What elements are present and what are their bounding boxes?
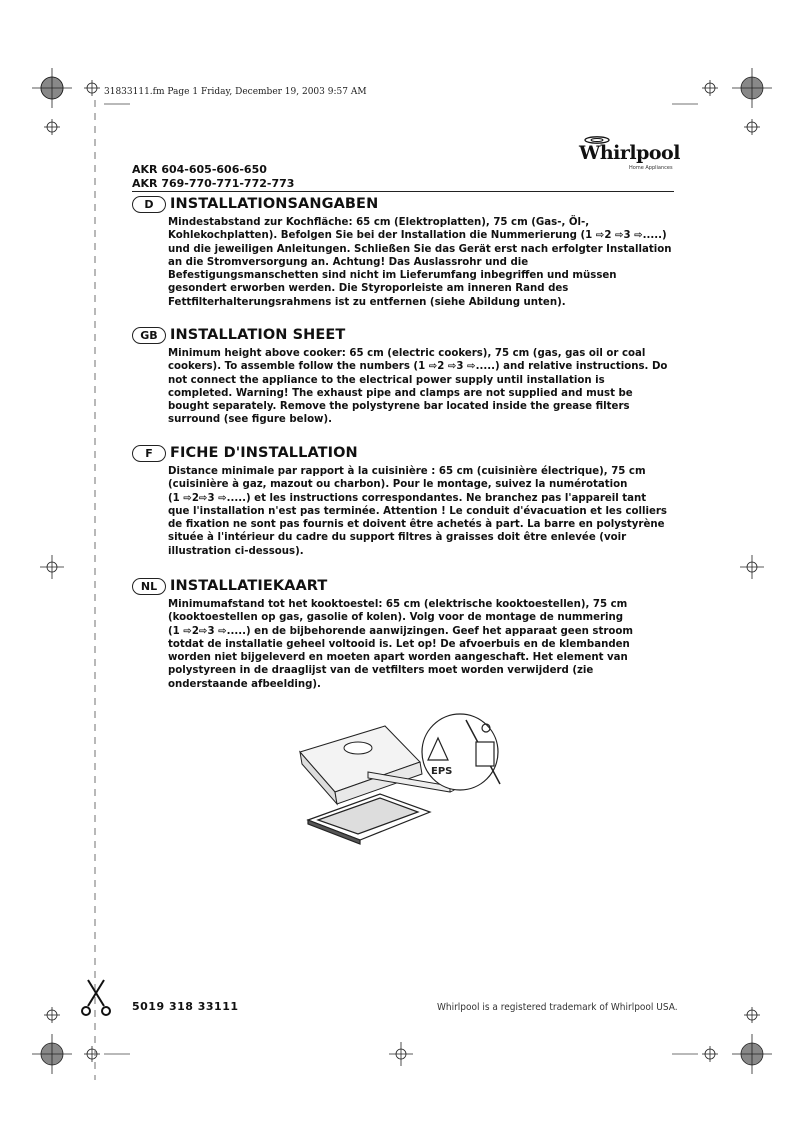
installation-illustration: [290, 712, 510, 852]
registration-mark-bottom-right: [702, 1007, 772, 1074]
registration-mark-mid-right: [740, 555, 764, 579]
scissors-icon: [82, 980, 110, 1015]
registration-mark-top-right: [702, 68, 772, 135]
registration-mark-bottom-center: [389, 1042, 413, 1066]
section-fr: [132, 443, 677, 558]
hood-body: [300, 726, 422, 804]
footer-code: 5019 318 33111: [132, 1000, 239, 1013]
section-title-gb: INSTALLATION SHEET: [170, 327, 346, 343]
registration-mark-bottom-left: [32, 1007, 100, 1074]
logo-brand: Whirlpool: [579, 142, 680, 164]
language-badge-gb: GB: [132, 327, 166, 344]
section-gb: [132, 325, 677, 427]
recycle-icon: [422, 714, 500, 790]
section-body-nl: Minimumafstand tot het kooktoestel: 65 cm (elektrische kooktoestellen), 75 cm (kooktoestellen op gas, gasolie of kolen). Volg voor de montage de nummering (1 ⇨2⇨3 ⇨.....) en de bijbehorende aanwijzingen. Geef het apparaat geen stroom totdat de installatie geheel voltooid is. Let op! De afvoerbuis en de klembanden worden niet bijgeleverd en moeten apart worden aangeschaft. Het element van polystyreen in de draaglijst van de vetfilters moet worden verwijderd (zie onderstaande afbeelding).: [168, 599, 633, 690]
footer-trademark: Whirlpool is a registered trademark of Whirlpool USA.: [437, 1002, 678, 1013]
section-title-de: INSTALLATIONSANGABEN: [170, 196, 379, 212]
language-badge-de: D: [132, 196, 166, 213]
model-line-1: AKR 604-605-606-650: [132, 163, 267, 176]
recycle-label: EPS: [431, 766, 453, 777]
section-title-fr: FICHE D'INSTALLATION: [170, 445, 358, 461]
section-body-de: Mindestabstand zur Kochfläche: 65 cm (Elektroplatten), 75 cm (Gas-, Öl-, Kohlekochplatten). Befolgen Sie bei der Installation die Nummerierung (1 ⇨2 ⇨3 ⇨.....) und die jeweiligen Anleitungen. Schließen Sie das Gerät erst nach erfolgter Installation an die Stromversorgung an. Achtung! Das Auslassrohr und die Befestigungsmanschetten sind nicht im Lieferumfang inbegriffen und müssen gesondert erworben werden. Die Styroporleiste am inneren Rand des Fettfilterhalterungsrahmens ist zu entfernen (siehe Abildung unten).: [168, 217, 672, 308]
section-nl: [132, 576, 677, 691]
section-de: [132, 194, 677, 309]
language-badge-nl: NL: [132, 578, 166, 595]
section-title-nl: INSTALLATIEKAART: [170, 578, 328, 594]
registration-mark-mid-left: [40, 555, 64, 579]
header-rule: [132, 191, 674, 192]
language-badge-fr: F: [132, 445, 166, 462]
model-line-2: AKR 769-770-771-772-773: [132, 177, 295, 190]
registration-mark-top-left: [32, 68, 100, 135]
whirlpool-logo: [577, 134, 680, 178]
filter-frame: [308, 794, 430, 844]
logo-tagline: Home Appliances: [629, 165, 673, 171]
file-info-line: 31833111.fm Page 1 Friday, December 19, 2003 9:57 AM: [104, 87, 367, 97]
section-body-fr: Distance minimale par rapport à la cuisinière : 65 cm (cuisinière électrique), 75 cm (cuisinière à gaz, mazout ou charbon). Pour le montage, suivez la numérotation (1 ⇨2⇨3 ⇨.....) et les instructions correspondantes. Ne branchez pas l'appareil tant que l'installation n'est pas terminée. Attention ! Le conduit d'évacuation et les colliers de fixation ne sont pas fournis et doivent être achetés à part. La barre en polystyrène située à l'intérieur du cadre du support filtres à graisses doit être enlevée (voir illustration ci-dessous).: [168, 466, 667, 557]
section-body-gb: Minimum height above cooker: 65 cm (electric cookers), 75 cm (gas, gas oil or coal cookers). To assemble follow the numbers (1 ⇨2 ⇨3 ⇨.....) and relative instructions. Do not connect the appliance to the electrical power supply until installation is completed. Warning! The exhaust pipe and clamps are not supplied and must be bought separately. Remove the polystyrene bar located inside the grease filters surround (see figure below).: [168, 348, 668, 426]
